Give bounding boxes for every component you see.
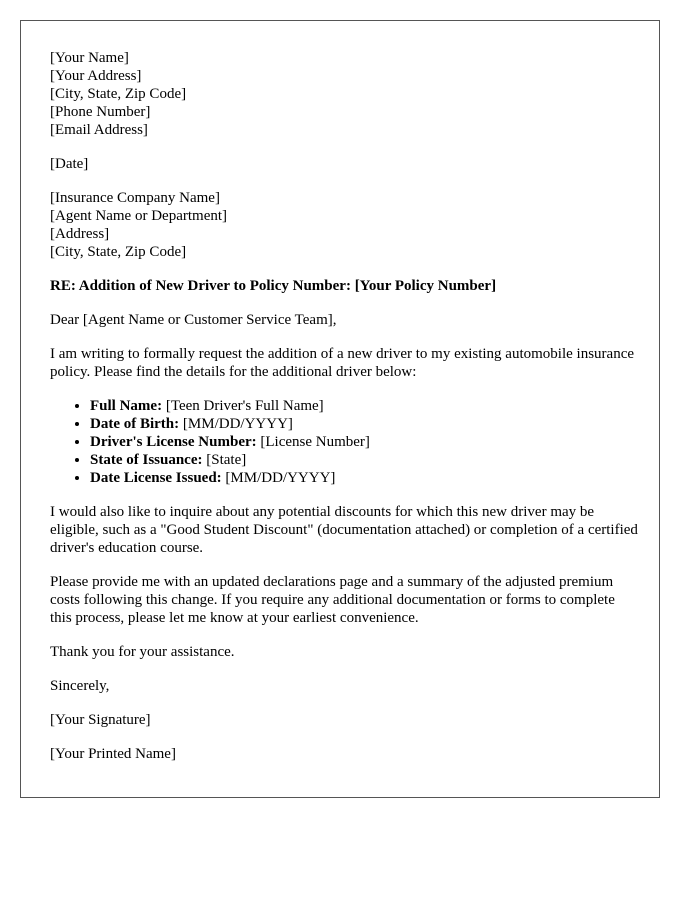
recipient-agent: [Agent Name or Department] [50, 208, 228, 224]
detail-value: [License Number] [256, 434, 370, 450]
detail-value: [Teen Driver's Full Name] [162, 398, 324, 414]
salutation: Dear [Agent Name or Customer Service Team], [50, 312, 337, 328]
detail-label: Driver's License Number: [90, 434, 257, 450]
sender-email: [Email Address] [50, 122, 148, 138]
detail-full-name [90, 397, 640, 415]
letter-date: [Date] [50, 156, 89, 172]
detail-date-of-birth [90, 415, 640, 433]
letter-frame [20, 20, 660, 798]
discounts-paragraph: I would also like to inquire about any potential discounts for which this new driver may be eligible, such as a "Good Student Discount" (documentation attached) or completion of a certified driver's education course. [50, 504, 638, 556]
detail-value: [MM/DD/YYYY] [221, 470, 336, 486]
detail-date-license-issued [90, 469, 640, 487]
recipient-block [50, 189, 640, 261]
recipient-company: [Insurance Company Name] [50, 190, 220, 206]
sender-address: [Your Address] [50, 68, 142, 84]
recipient-address: [Address] [50, 226, 110, 242]
detail-state-of-issuance [90, 451, 640, 469]
signature-line: [Your Signature] [50, 712, 151, 728]
detail-value: [MM/DD/YYYY] [179, 416, 293, 432]
detail-label: Full Name: [90, 398, 163, 414]
intro-paragraph: I am writing to formally request the addition of a new driver to my existing automobile insurance policy. Please find the details for the additional driver below: [50, 346, 635, 380]
sender-block [50, 49, 640, 139]
thanks-line: Thank you for your assistance. [50, 644, 235, 660]
detail-license-number [90, 433, 640, 451]
printed-name-line: [Your Printed Name] [50, 746, 176, 762]
request-paragraph: Please provide me with an updated declarations page and a summary of the adjusted premium costs following this change. If you require any additional documentation or forms to complete this process, please let me know at your earliest convenience. [50, 574, 615, 626]
sender-phone: [Phone Number] [50, 104, 151, 120]
detail-value: [State] [202, 452, 247, 468]
subject-line: RE: Addition of New Driver to Policy Number: [Your Policy Number] [50, 278, 497, 294]
sender-name: [Your Name] [50, 50, 129, 66]
closing-line: Sincerely, [50, 678, 110, 694]
detail-label: Date License Issued: [90, 470, 222, 486]
recipient-city-state-zip: [City, State, Zip Code] [50, 244, 187, 260]
sender-city-state-zip: [City, State, Zip Code] [50, 86, 187, 102]
detail-label: Date of Birth: [90, 416, 180, 432]
detail-label: State of Issuance: [90, 452, 203, 468]
letter-content [50, 49, 640, 779]
driver-details-list [50, 397, 640, 487]
